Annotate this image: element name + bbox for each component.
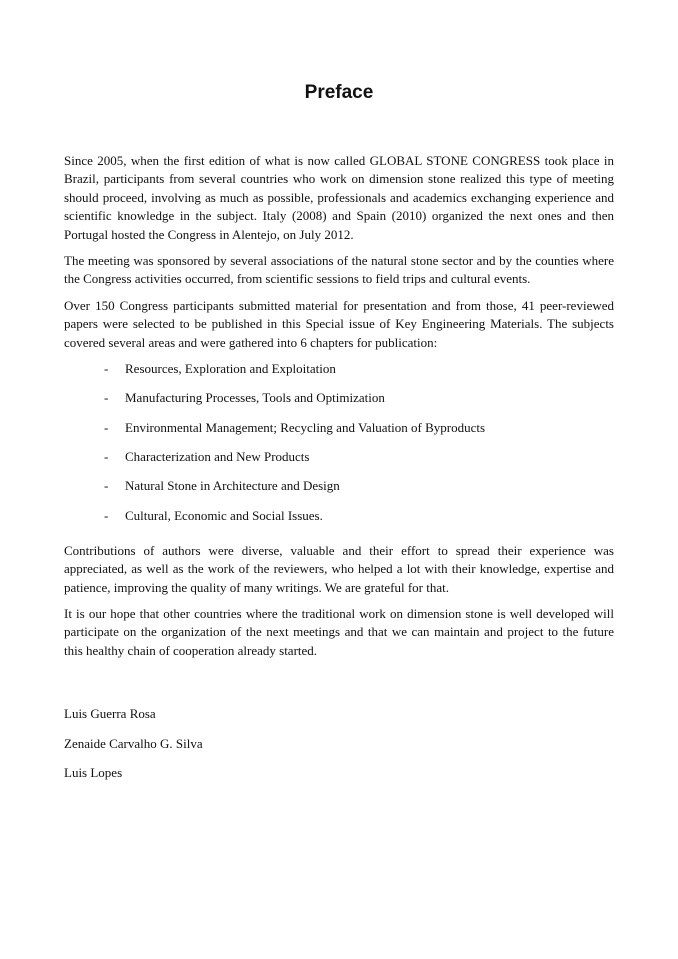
chapter-label: Manufacturing Processes, Tools and Optimization	[125, 390, 385, 406]
list-item	[64, 477, 614, 506]
chapter-label: Characterization and New Products	[125, 448, 310, 464]
signature-block	[64, 705, 203, 794]
signature-name: Luis Lopes	[64, 765, 123, 780]
chapter-label: Cultural, Economic and Social Issues.	[125, 507, 323, 523]
bullet-marker: -	[104, 448, 109, 464]
list-item	[64, 419, 614, 448]
bullet-marker: -	[104, 390, 109, 406]
list-item	[64, 507, 614, 536]
list-item	[64, 389, 614, 418]
page-title: Preface	[304, 82, 374, 103]
paragraph-submissions: Over 150 Congress participants submitted material for presentation and from those, 41 peer-reviewed papers were selected to be published in this Special issue of Key Engineering Materials. The subjects covered several areas and were gathered into 6 chapters for publication:	[64, 297, 614, 350]
preface-body	[64, 152, 614, 668]
paragraph-sponsors: The meeting was sponsored by several associations of the natural stone sector and by the counties where the Congress activities occurred, from scientific sessions to field trips and cultural events.	[64, 253, 614, 287]
list-item	[64, 360, 614, 389]
bullet-marker: -	[104, 419, 109, 435]
bullet-marker: -	[104, 507, 109, 523]
bullet-marker: -	[104, 361, 109, 377]
bullet-marker: -	[104, 478, 109, 494]
chapter-label: Resources, Exploration and Exploitation	[125, 361, 336, 377]
paragraph-contributions: Contributions of authors were diverse, valuable and their effort to spread their experience was appreciated, as well as the work of the reviewers, who helped a lot with their knowledge, expertise and patience, improving the quality of many writings. We are grateful for that.	[64, 542, 614, 595]
list-item	[64, 448, 614, 477]
chapter-list	[64, 360, 614, 536]
paragraph-intro: Since 2005, when the first edition of what is now called GLOBAL STONE CONGRESS took place in Brazil, participants from several countries who work on dimension stone realized this type of meeting should proceed, involving as much as possible, professionals and academics exchanging experience and scientific knowledge in the subject. Italy (2008) and Spain (2010) organized the next ones and then Portugal hosted the Congress in Alentejo, on July 2012.	[64, 153, 614, 242]
signature-name: Luis Guerra Rosa	[64, 706, 156, 721]
chapter-label: Environmental Management; Recycling and Valuation of Byproducts	[125, 419, 486, 435]
chapter-label: Natural Stone in Architecture and Design	[125, 478, 340, 494]
signature-name: Zenaide Carvalho G. Silva	[64, 735, 203, 751]
paragraph-hope: It is our hope that other countries where the traditional work on dimension stone is well developed will participate on the organization of the next meetings and that we can maintain and project to the future this healthy chain of cooperation already started.	[64, 606, 614, 658]
